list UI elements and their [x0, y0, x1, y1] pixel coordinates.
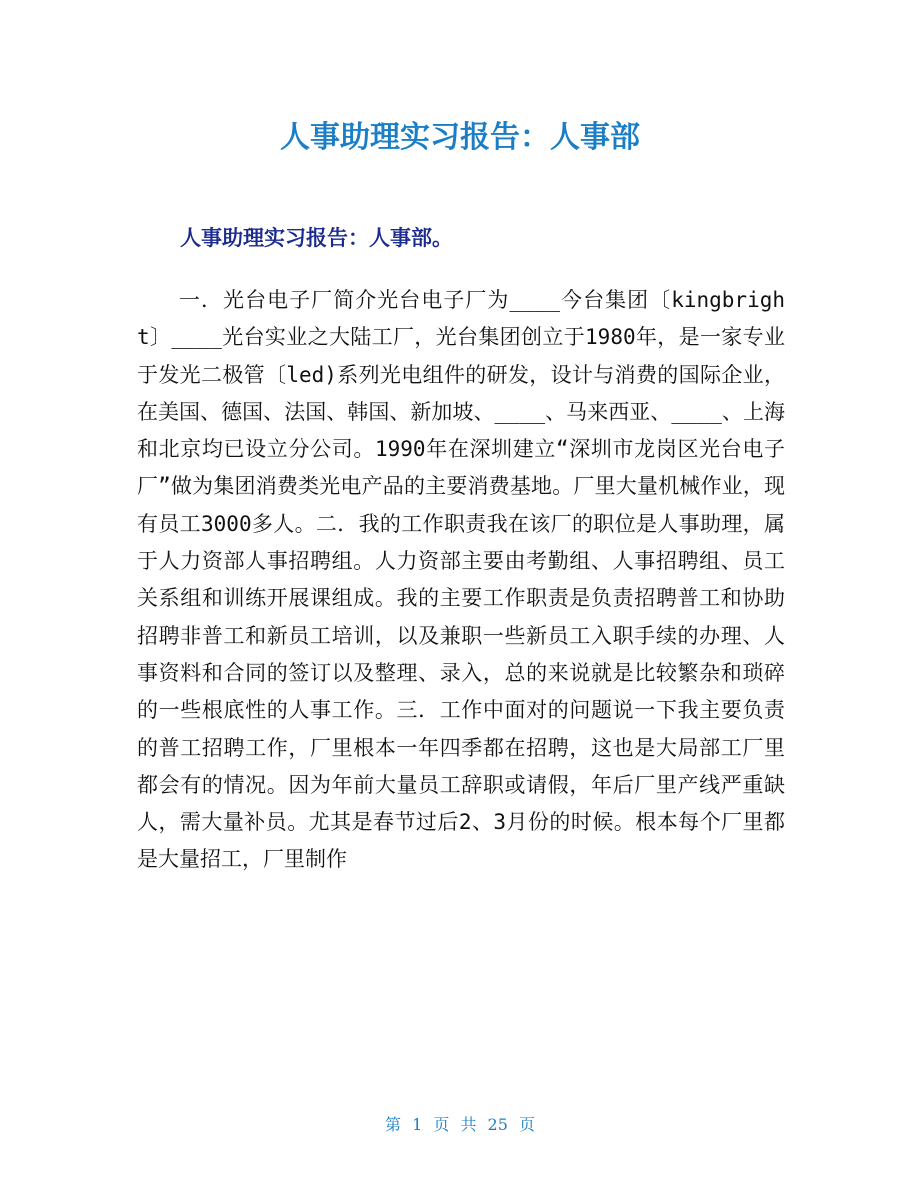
document-title: 人事助理实习报告：人事部 [280, 120, 640, 155]
section-heading: 人事助理实习报告：人事部。 [180, 226, 453, 250]
page-number-footer: 第 1 页 共 25 页 [385, 1115, 535, 1134]
body-paragraph: 一．光台电子厂简介光台电子厂为____今台集团〔kingbright〕____光台实业之大陆工厂，光台集团创立于1980年，是一家专业于发光二极管〔led)系列光电组件的研发，设计与消费的国际企业，在美国、德国、法国、韩国、新加坡、____、马来西亚、____、上海和北京均已设立分公司。1990年在深圳建立“深圳市龙岗区光台电子厂”做为集团消费类光电产品的主要消费基地。厂里大量机械作业，现有员工3000多人。二．我的工作职责我在该厂的职位是人事助理，属于人力资部人事招聘组。人力资部主要由考勤组、人事招聘组、员工关系组和训练开展课组成。我的主要工作职责是负责招聘普工和协助招聘非普工和新员工培训，以及兼职一些新员工入职手续的办理、人事资料和合同的签订以及整理、录入，总的来说就是比较繁杂和琐碎的一些根底性的人事工作。三．工作中面对的问题说一下我主要负责的普工招聘工作，厂里根本一年四季都在招聘，这也是大局部工厂里都会有的情况。因为年前大量员工辞职或请假，年后厂里产线严重缺人，需大量补员。尤其是春节过后2、3月份的时候。根本每个厂里都是大量招工，厂里制作 [137, 288, 785, 872]
